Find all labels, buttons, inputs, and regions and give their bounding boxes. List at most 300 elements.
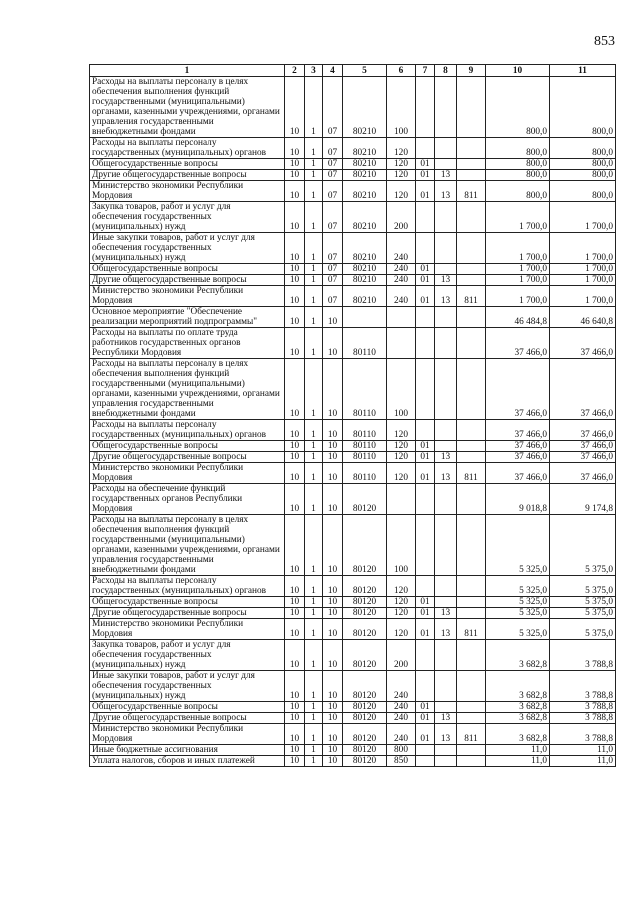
code-cell: 240: [387, 713, 416, 724]
row-label-cell: Министерство экономики Республики Мордовия: [90, 619, 285, 640]
row-label-cell: Расходы на выплаты персоналу государственных (муниципальных) органов: [90, 420, 285, 441]
code-cell: 80210: [343, 275, 387, 286]
code-cell: 1: [305, 515, 323, 576]
column-header: 3: [305, 65, 323, 77]
row-label-cell: Расходы на выплаты по оплате труда работников государственных органов Республики Мордовия: [90, 328, 285, 359]
code-cell: [435, 756, 457, 767]
code-cell: 13: [435, 608, 457, 619]
code-cell: 1: [305, 756, 323, 767]
amount-cell: 5 325,0: [486, 576, 550, 597]
code-cell: 10: [323, 420, 343, 441]
code-cell: 120: [387, 597, 416, 608]
code-cell: 01: [416, 286, 435, 307]
code-cell: 80110: [343, 328, 387, 359]
code-cell: 1: [305, 452, 323, 463]
code-cell: 1: [305, 233, 323, 264]
code-cell: 10: [285, 745, 305, 756]
code-cell: 13: [435, 463, 457, 484]
table-row: [90, 264, 616, 275]
code-cell: 80120: [343, 640, 387, 671]
code-cell: 120: [387, 159, 416, 170]
code-cell: 80210: [343, 77, 387, 138]
code-cell: [457, 328, 486, 359]
code-cell: 100: [387, 515, 416, 576]
code-cell: 1: [305, 138, 323, 159]
code-cell: 10: [323, 463, 343, 484]
code-cell: [457, 597, 486, 608]
row-label-cell: Общегосударственные вопросы: [90, 159, 285, 170]
amount-cell: 5 325,0: [486, 619, 550, 640]
amount-cell: 1 700,0: [550, 264, 616, 275]
code-cell: [416, 138, 435, 159]
column-header: 4: [323, 65, 343, 77]
code-cell: 10: [323, 756, 343, 767]
column-header: 11: [550, 65, 616, 77]
code-cell: 80120: [343, 671, 387, 702]
code-cell: [416, 359, 435, 420]
code-cell: [435, 328, 457, 359]
code-cell: 80120: [343, 756, 387, 767]
amount-cell: 800,0: [550, 77, 616, 138]
code-cell: 10: [323, 608, 343, 619]
amount-cell: 3 682,8: [486, 713, 550, 724]
code-cell: [435, 515, 457, 576]
code-cell: 1: [305, 745, 323, 756]
row-label-cell: Другие общегосударственные вопросы: [90, 713, 285, 724]
code-cell: 10: [323, 359, 343, 420]
code-cell: 80120: [343, 576, 387, 597]
code-cell: 01: [416, 597, 435, 608]
code-cell: 80110: [343, 359, 387, 420]
code-cell: [457, 745, 486, 756]
code-cell: [457, 640, 486, 671]
code-cell: 80110: [343, 441, 387, 452]
table-row: [90, 702, 616, 713]
table-row: [90, 328, 616, 359]
row-label-cell: Министерство экономики Республики Мордовия: [90, 463, 285, 484]
code-cell: 1: [305, 77, 323, 138]
code-cell: 10: [323, 452, 343, 463]
table-row: [90, 515, 616, 576]
table-row: [90, 745, 616, 756]
code-cell: [457, 441, 486, 452]
row-label-cell: Расходы на выплаты персоналу в целях обеспечения выполнения функций государственными (муниципальными) органами, казенными учреждениями, органами управления государственными внебюджетными фондами: [90, 515, 285, 576]
code-cell: [457, 264, 486, 275]
code-cell: 1: [305, 202, 323, 233]
table-row: [90, 138, 616, 159]
amount-cell: 800,0: [550, 159, 616, 170]
code-cell: [457, 170, 486, 181]
code-cell: 1: [305, 640, 323, 671]
row-label-cell: Другие общегосударственные вопросы: [90, 452, 285, 463]
code-cell: 10: [285, 181, 305, 202]
code-cell: 10: [323, 328, 343, 359]
code-cell: [387, 328, 416, 359]
code-cell: 10: [285, 515, 305, 576]
code-cell: [435, 138, 457, 159]
code-cell: 07: [323, 159, 343, 170]
code-cell: 1: [305, 264, 323, 275]
code-cell: [387, 307, 416, 328]
amount-cell: 3 788,8: [550, 640, 616, 671]
code-cell: [435, 264, 457, 275]
code-cell: 1: [305, 484, 323, 515]
code-cell: [457, 138, 486, 159]
code-cell: 10: [285, 713, 305, 724]
code-cell: 01: [416, 713, 435, 724]
code-cell: 10: [285, 286, 305, 307]
code-cell: 240: [387, 233, 416, 264]
table-row: [90, 452, 616, 463]
code-cell: 80210: [343, 170, 387, 181]
code-cell: 120: [387, 181, 416, 202]
code-cell: 1: [305, 608, 323, 619]
row-label-cell: Расходы на выплаты персоналу государственных (муниципальных) органов: [90, 138, 285, 159]
code-cell: [457, 159, 486, 170]
table-row: [90, 484, 616, 515]
code-cell: 10: [285, 307, 305, 328]
row-label-cell: Общегосударственные вопросы: [90, 264, 285, 275]
code-cell: 240: [387, 264, 416, 275]
code-cell: 80210: [343, 286, 387, 307]
amount-cell: 37 466,0: [486, 420, 550, 441]
amount-cell: 37 466,0: [486, 441, 550, 452]
row-label-cell: Расходы на выплаты персоналу в целях обеспечения выполнения функций государственными (муниципальными) органами, казенными учреждениями, органами управления государственными внебюджетными фондами: [90, 77, 285, 138]
code-cell: 13: [435, 713, 457, 724]
code-cell: [416, 484, 435, 515]
code-cell: 10: [285, 420, 305, 441]
column-header: 2: [285, 65, 305, 77]
code-cell: [435, 359, 457, 420]
amount-cell: 800,0: [550, 138, 616, 159]
row-label-cell: Закупка товаров, работ и услуг для обеспечения государственных (муниципальных) нужд: [90, 202, 285, 233]
code-cell: 07: [323, 233, 343, 264]
code-cell: 80110: [343, 420, 387, 441]
code-cell: 80110: [343, 463, 387, 484]
code-cell: 10: [285, 275, 305, 286]
code-cell: 1: [305, 286, 323, 307]
code-cell: 811: [457, 286, 486, 307]
table-row: [90, 441, 616, 452]
code-cell: 10: [285, 619, 305, 640]
amount-cell: 1 700,0: [486, 286, 550, 307]
code-cell: 10: [323, 702, 343, 713]
code-cell: [416, 328, 435, 359]
code-cell: 1: [305, 619, 323, 640]
table-row: [90, 640, 616, 671]
code-cell: 10: [323, 597, 343, 608]
code-cell: [416, 307, 435, 328]
table-row: [90, 608, 616, 619]
amount-cell: 11,0: [550, 745, 616, 756]
amount-cell: 37 466,0: [550, 441, 616, 452]
code-cell: 80210: [343, 181, 387, 202]
row-label-cell: Другие общегосударственные вопросы: [90, 275, 285, 286]
table-row: [90, 233, 616, 264]
code-cell: 800: [387, 745, 416, 756]
code-cell: [416, 77, 435, 138]
amount-cell: 5 375,0: [550, 576, 616, 597]
code-cell: 200: [387, 202, 416, 233]
code-cell: 120: [387, 463, 416, 484]
code-cell: 13: [435, 286, 457, 307]
amount-cell: 3 788,8: [550, 713, 616, 724]
table-row: [90, 597, 616, 608]
row-label-cell: Уплата налогов, сборов и иных платежей: [90, 756, 285, 767]
amount-cell: 11,0: [550, 756, 616, 767]
code-cell: 1: [305, 463, 323, 484]
code-cell: 13: [435, 452, 457, 463]
row-label-cell: Другие общегосударственные вопросы: [90, 170, 285, 181]
code-cell: 80120: [343, 713, 387, 724]
amount-cell: 800,0: [486, 181, 550, 202]
code-cell: 01: [416, 452, 435, 463]
code-cell: 01: [416, 608, 435, 619]
code-cell: 07: [323, 181, 343, 202]
code-cell: 10: [285, 608, 305, 619]
code-cell: 13: [435, 275, 457, 286]
amount-cell: 1 700,0: [550, 286, 616, 307]
code-cell: 10: [323, 307, 343, 328]
code-cell: [457, 702, 486, 713]
code-cell: 10: [323, 745, 343, 756]
amount-cell: 9 018,8: [486, 484, 550, 515]
code-cell: 1: [305, 724, 323, 745]
row-label-cell: Расходы на выплаты персоналу в целях обеспечения выполнения функций государственными (муниципальными) органами, казенными учреждениями, органами управления государственными внебюджетными фондами: [90, 359, 285, 420]
code-cell: [416, 745, 435, 756]
amount-cell: 37 466,0: [486, 359, 550, 420]
code-cell: 01: [416, 702, 435, 713]
table-row: [90, 713, 616, 724]
code-cell: 120: [387, 619, 416, 640]
code-cell: 10: [323, 713, 343, 724]
code-cell: 10: [323, 576, 343, 597]
code-cell: [416, 202, 435, 233]
table-row: [90, 170, 616, 181]
code-cell: 80120: [343, 745, 387, 756]
code-cell: [457, 275, 486, 286]
code-cell: 10: [285, 77, 305, 138]
code-cell: 07: [323, 77, 343, 138]
code-cell: 10: [285, 233, 305, 264]
amount-cell: 3 682,8: [486, 702, 550, 713]
code-cell: [435, 576, 457, 597]
row-label-cell: Министерство экономики Республики Мордовия: [90, 181, 285, 202]
code-cell: 10: [285, 463, 305, 484]
code-cell: 1: [305, 702, 323, 713]
amount-cell: 3 788,8: [550, 702, 616, 713]
column-header: 9: [457, 65, 486, 77]
amount-cell: 1 700,0: [486, 275, 550, 286]
table-row: [90, 359, 616, 420]
row-label-cell: Основное мероприятие "Обеспечение реализации мероприятий подпрограммы": [90, 307, 285, 328]
code-cell: 10: [285, 484, 305, 515]
code-cell: 07: [323, 275, 343, 286]
code-cell: 120: [387, 452, 416, 463]
code-cell: [416, 640, 435, 671]
code-cell: [457, 756, 486, 767]
amount-cell: 1 700,0: [550, 202, 616, 233]
code-cell: [416, 515, 435, 576]
code-cell: [457, 515, 486, 576]
amount-cell: 46 640,8: [550, 307, 616, 328]
code-cell: 10: [285, 576, 305, 597]
code-cell: 01: [416, 159, 435, 170]
table-row: [90, 307, 616, 328]
table-row: [90, 671, 616, 702]
code-cell: [435, 77, 457, 138]
amount-cell: 3 788,8: [550, 671, 616, 702]
amount-cell: 5 325,0: [486, 515, 550, 576]
table-row: [90, 463, 616, 484]
row-label-cell: Министерство экономики Республики Мордовия: [90, 286, 285, 307]
code-cell: [457, 671, 486, 702]
code-cell: 10: [323, 640, 343, 671]
code-cell: 07: [323, 138, 343, 159]
amount-cell: 1 700,0: [550, 275, 616, 286]
amount-cell: 5 325,0: [486, 597, 550, 608]
code-cell: 80120: [343, 702, 387, 713]
code-cell: 1: [305, 170, 323, 181]
code-cell: 10: [323, 619, 343, 640]
code-cell: 240: [387, 671, 416, 702]
code-cell: 120: [387, 138, 416, 159]
column-header: 5: [343, 65, 387, 77]
table-row: [90, 724, 616, 745]
table-body: [90, 77, 616, 767]
code-cell: 200: [387, 640, 416, 671]
row-label-cell: Общегосударственные вопросы: [90, 702, 285, 713]
column-header: 8: [435, 65, 457, 77]
code-cell: 120: [387, 576, 416, 597]
code-cell: [435, 441, 457, 452]
code-cell: [416, 671, 435, 702]
code-cell: 1: [305, 597, 323, 608]
table-row: [90, 159, 616, 170]
amount-cell: 37 466,0: [486, 328, 550, 359]
code-cell: 1: [305, 576, 323, 597]
code-cell: [435, 702, 457, 713]
amount-cell: 37 466,0: [486, 463, 550, 484]
code-cell: [457, 202, 486, 233]
amount-cell: 9 174,8: [550, 484, 616, 515]
code-cell: [416, 420, 435, 441]
code-cell: 07: [323, 286, 343, 307]
code-cell: 10: [285, 724, 305, 745]
code-cell: 10: [323, 671, 343, 702]
code-cell: 10: [285, 159, 305, 170]
amount-cell: 800,0: [486, 159, 550, 170]
amount-cell: 5 375,0: [550, 515, 616, 576]
code-cell: 10: [323, 724, 343, 745]
code-cell: 80210: [343, 138, 387, 159]
amount-cell: 5 375,0: [550, 608, 616, 619]
code-cell: 01: [416, 724, 435, 745]
code-cell: 10: [323, 441, 343, 452]
amount-cell: 37 466,0: [550, 463, 616, 484]
code-cell: [435, 484, 457, 515]
code-cell: 80210: [343, 202, 387, 233]
table-row: [90, 756, 616, 767]
code-cell: 80210: [343, 159, 387, 170]
amount-cell: 5 325,0: [486, 608, 550, 619]
code-cell: [435, 597, 457, 608]
row-label-cell: Расходы на выплаты персоналу государственных (муниципальных) органов: [90, 576, 285, 597]
code-cell: 10: [285, 170, 305, 181]
code-cell: 10: [285, 597, 305, 608]
amount-cell: 1 700,0: [486, 233, 550, 264]
code-cell: 811: [457, 619, 486, 640]
amount-cell: 37 466,0: [550, 452, 616, 463]
code-cell: 1: [305, 181, 323, 202]
code-cell: 10: [285, 452, 305, 463]
code-cell: 120: [387, 170, 416, 181]
column-header: 7: [416, 65, 435, 77]
amount-cell: 37 466,0: [550, 359, 616, 420]
code-cell: 80110: [343, 452, 387, 463]
code-cell: 120: [387, 420, 416, 441]
code-cell: 07: [323, 264, 343, 275]
code-cell: 1: [305, 671, 323, 702]
code-cell: 240: [387, 702, 416, 713]
amount-cell: 800,0: [486, 77, 550, 138]
row-label-cell: Общегосударственные вопросы: [90, 597, 285, 608]
code-cell: 1: [305, 441, 323, 452]
code-cell: 10: [285, 441, 305, 452]
row-label-cell: Другие общегосударственные вопросы: [90, 608, 285, 619]
code-cell: 811: [457, 463, 486, 484]
code-cell: [457, 484, 486, 515]
table-row: [90, 275, 616, 286]
code-cell: 10: [285, 328, 305, 359]
code-cell: 13: [435, 724, 457, 745]
code-cell: 13: [435, 619, 457, 640]
code-cell: 13: [435, 181, 457, 202]
code-cell: 1: [305, 713, 323, 724]
row-label-cell: Министерство экономики Республики Мордовия: [90, 724, 285, 745]
code-cell: 240: [387, 286, 416, 307]
code-cell: [457, 77, 486, 138]
amount-cell: 3 788,8: [550, 724, 616, 745]
code-cell: 01: [416, 170, 435, 181]
code-cell: 1: [305, 275, 323, 286]
table-row: [90, 77, 616, 138]
code-cell: 01: [416, 463, 435, 484]
amount-cell: 5 375,0: [550, 619, 616, 640]
code-cell: 10: [285, 702, 305, 713]
code-cell: [457, 233, 486, 264]
row-label-cell: Иные закупки товаров, работ и услуг для обеспечения государственных (муниципальных) нужд: [90, 671, 285, 702]
code-cell: [457, 307, 486, 328]
code-cell: 80120: [343, 597, 387, 608]
code-cell: 01: [416, 181, 435, 202]
code-cell: 01: [416, 619, 435, 640]
code-cell: [435, 420, 457, 441]
code-cell: [457, 576, 486, 597]
code-cell: 07: [323, 202, 343, 233]
table-row: [90, 181, 616, 202]
code-cell: 80210: [343, 233, 387, 264]
row-label-cell: Общегосударственные вопросы: [90, 441, 285, 452]
code-cell: [435, 640, 457, 671]
code-cell: [435, 202, 457, 233]
amount-cell: 1 700,0: [550, 233, 616, 264]
row-label-cell: Иные бюджетные ассигнования: [90, 745, 285, 756]
code-cell: 10: [285, 264, 305, 275]
code-cell: 01: [416, 441, 435, 452]
code-cell: 01: [416, 264, 435, 275]
code-cell: 80120: [343, 515, 387, 576]
